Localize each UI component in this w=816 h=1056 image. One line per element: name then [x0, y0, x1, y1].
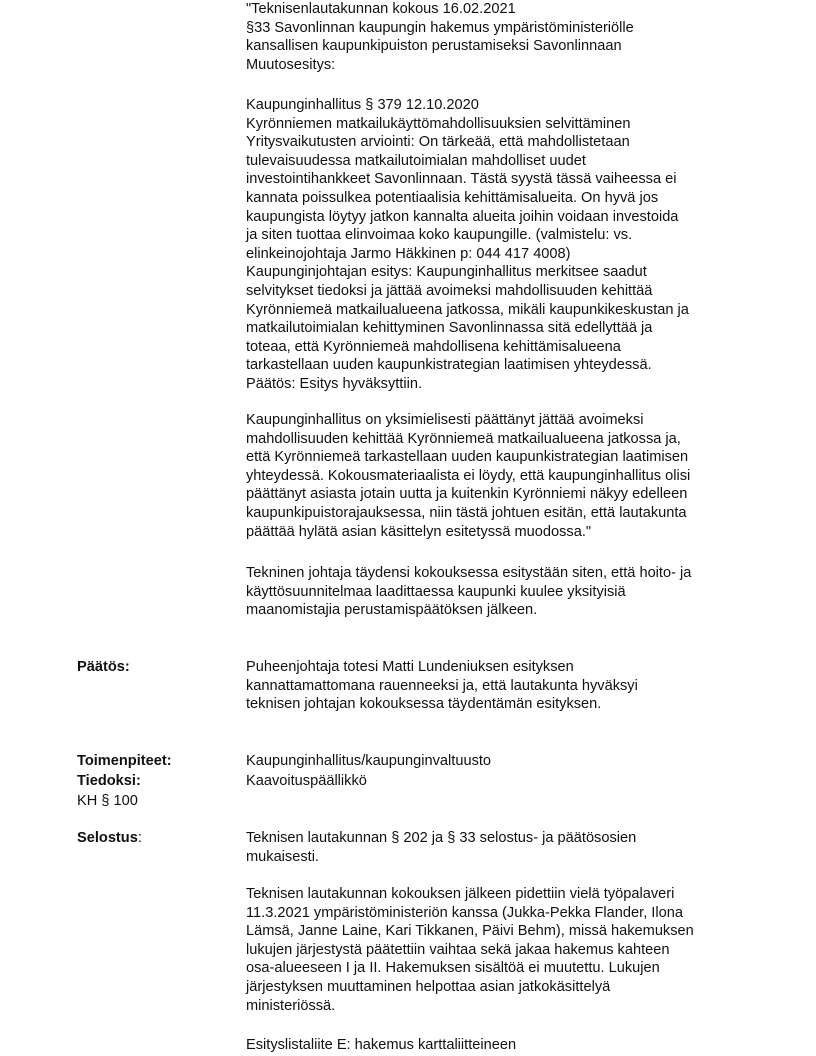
text-line: tarkastellaan uuden kaupunkistrategian laatimisen yhteydessä. — [246, 357, 652, 374]
text-line: ministeriössä. — [246, 997, 336, 1014]
attachment-reference: Esityslistaliite E: hakemus karttaliitteineen — [246, 1037, 517, 1053]
text-line: tulevaisuudessa matkailutoimialan mahdolliset uudet — [246, 152, 586, 169]
info-label: Tiedoksi: — [77, 773, 141, 789]
text-line: Kaupunginhallitus § 379 12.10.2020 — [246, 97, 479, 113]
text-line: osa-alueeseen I ja II. Hakemuksen sisältöä ei muutettu. Lukujen — [246, 960, 660, 977]
text-line: Teknisen lautakunnan § 202 ja § 33 selostus- ja päätösosien — [246, 830, 637, 846]
text-line: Yritysvaikutusten arviointi: On tärkeää, että mahdollistetaan — [246, 134, 630, 151]
text-line: ja siten tuottaa elinvoimaa koko kaupungille. (valmistelu: vs. — [246, 227, 633, 244]
text-line: Kyrönniemen matkailukäyttömahdollisuuksien selvittäminen — [246, 115, 631, 132]
text-line: 11.3.2021 ympäristöministeriön kanssa (Jukka-Pekka Flander, Ilona — [246, 904, 683, 921]
text-line: Tekninen johtaja täydensi kokouksessa esitystään siten, että hoito- ja — [246, 565, 692, 581]
text-line: Kyrönniemeä matkailualueena jatkossa, mikäli kaupunkikeskustan ja — [246, 301, 689, 318]
text-line: investointihankkeet Savonlinnaan. Tästä syystä tässä vaiheessa ei — [246, 171, 677, 188]
text-line: elinkeinojohtaja Jarmo Häkkinen p: 044 417 4008) — [246, 245, 571, 262]
text-line: yhteydessä. Kokousmateriaalista ei löydy, että kaupunginhallitus olisi — [246, 467, 691, 484]
kh-reference: KH § 100 — [77, 793, 138, 809]
text-line: §33 Savonlinnan kaupungin hakemus ympäristöministeriölle — [246, 19, 634, 36]
text-line: teknisen johtajan kokouksessa täydentämän esityksen. — [246, 696, 602, 713]
quote-paragraph-4 — [246, 564, 766, 620]
text-line: päättää hylätä asian käsittelyn esitetyssä muodossa." — [246, 523, 592, 540]
text-line: maanomistajia perustamispäätöksen jälkeen. — [246, 602, 538, 619]
explanation-label — [77, 829, 142, 848]
text-line: kansallisen kaupunkipuiston perustamiseksi Savonlinnaan — [246, 38, 622, 55]
text-line: Puheenjohtaja totesi Matti Lundeniuksen esityksen — [246, 659, 574, 675]
actions-value: Kaupunginhallitus/kaupunginvaltuusto — [246, 753, 492, 769]
quote-paragraph-3 — [246, 411, 766, 541]
text-line: Päätös: Esitys hyväksyttiin. — [246, 375, 423, 392]
explanation-paragraph-1 — [246, 829, 766, 866]
text-line: Kaupunginjohtajan esitys: Kaupunginhallitus merkitsee saadut — [246, 264, 647, 281]
text-line: käyttösuunnitelmaa laadittaessa kaupunki kuulee yksityisiä — [246, 583, 626, 600]
text-line: "Teknisenlautakunnan kokous 16.02.2021 — [246, 1, 516, 17]
text-line: kaupungista löytyy jatkon kannalta alueita joihin voidaan investoida — [246, 208, 679, 225]
text-line: päättänyt asiasta jotain uutta ja kuitenkin Kyrönniemi näkyy edelleen — [246, 486, 688, 503]
text-line: Lämsä, Janne Laine, Kari Tikkanen, Päivi Behm), missä hakemuksen — [246, 923, 694, 940]
text-line: että Kyrönniemeä tarkastellaan uuden kaupunkistrategian laatimisen — [246, 449, 689, 466]
decision-label: Päätös: — [77, 659, 130, 675]
text-line: selvitykset tiedoksi ja jättää avoimeksi mahdollisuuden kehittää — [246, 282, 653, 299]
text-line: matkailutoimialan kehittyminen Savonlinnassa sitä edellyttää ja — [246, 320, 653, 337]
text-line: mukaisesti. — [246, 848, 319, 865]
text-line: Kaupunginhallitus on yksimielisesti päättänyt jättää avoimeksi — [246, 412, 644, 428]
text-line: lukujen järjestystä päätettiin vaihtaa sekä jakaa hakemus kahteen — [246, 941, 670, 958]
explanation-label-text: Selostus — [77, 830, 138, 846]
quote-paragraph-2 — [246, 96, 766, 394]
text-line: mahdollisuuden kehittää Kyrönniemeä matkailualueena jatkossa ja, — [246, 430, 681, 447]
text-line: toteaa, että Kyrönniemeä mahdollisena kehittämisalueena — [246, 338, 621, 355]
text-line: kannata poissulkea potentiaalisia kehittämisalueita. On hyvä jos — [246, 189, 659, 206]
text-line: Muutosesitys: — [246, 56, 336, 73]
quote-paragraph-1 — [246, 0, 766, 74]
text-line: kannattamattomana rauenneeksi ja, että lautakunta hyväksyi — [246, 677, 638, 694]
text-line: järjestyksen muuttaminen helpottaa asian jatkokäsittelyä — [246, 978, 611, 995]
explanation-label-colon: : — [137, 830, 142, 846]
explanation-paragraph-2 — [246, 885, 766, 1015]
info-value: Kaavoituspäällikkö — [246, 773, 367, 789]
text-line: kaupunkipuistorajauksessa, niin tästä johtuen esitän, että lautakunta — [246, 504, 687, 521]
actions-label: Toimenpiteet: — [77, 753, 172, 769]
text-line: Teknisen lautakunnan kokouksen jälkeen pidettiin vielä työpalaveri — [246, 886, 675, 902]
decision-text — [246, 658, 766, 714]
